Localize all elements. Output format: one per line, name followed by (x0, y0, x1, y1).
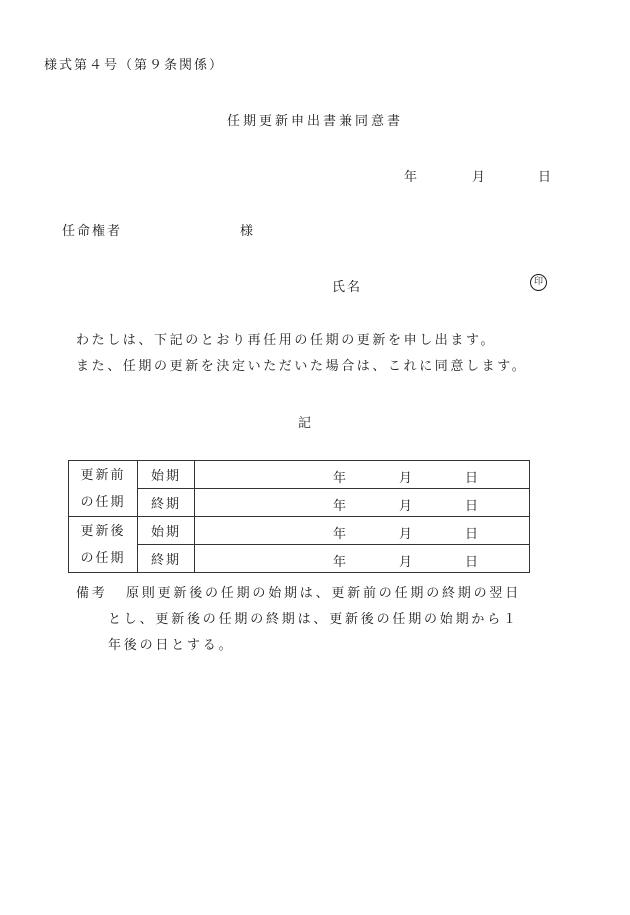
month-label: 月 (399, 555, 415, 570)
submission-date (404, 166, 574, 184)
table-row (69, 461, 530, 489)
table-row (69, 489, 530, 517)
group-label-bottom: の任期 (80, 550, 126, 566)
notes-line-1: 原則更新後の任期の始期は、更新前の任期の終期の翌日 (126, 586, 522, 601)
addressee-honorific: 様 (240, 224, 256, 239)
before-renewal-group (69, 461, 138, 517)
date-cell[interactable] (195, 489, 530, 517)
row-label: 始期 (138, 461, 195, 489)
date-cell[interactable] (195, 545, 530, 573)
group-label-top: 更新前 (80, 467, 126, 483)
year-label: 年 (333, 499, 349, 514)
date-year-label: 年 (404, 170, 420, 185)
applicant-name-label: 氏名 (332, 280, 363, 295)
group-label-top: 更新後 (80, 523, 126, 539)
notes-heading: 備考 (76, 586, 108, 601)
table-row (69, 517, 530, 545)
day-label: 日 (465, 527, 481, 542)
day-label: 日 (465, 555, 481, 570)
ki-heading: 記 (298, 416, 314, 431)
seal-mark: 印 (530, 274, 547, 291)
document-title: 任期更新申出書兼同意書 (226, 114, 403, 129)
month-label: 月 (399, 471, 415, 486)
year-label: 年 (333, 527, 349, 542)
date-month-label: 月 (472, 170, 488, 185)
date-cell[interactable] (195, 461, 530, 489)
request-statement: わたしは、下記のとおり再任用の任期の更新を申し出ます。 (76, 333, 497, 348)
year-label: 年 (333, 471, 349, 486)
date-cell[interactable] (195, 517, 530, 545)
month-label: 月 (399, 499, 415, 514)
day-label: 日 (465, 471, 481, 486)
row-label: 始期 (138, 517, 195, 545)
year-label: 年 (333, 555, 349, 570)
month-label: 月 (399, 527, 415, 542)
after-renewal-group (69, 517, 138, 573)
table-row (69, 545, 530, 573)
day-label: 日 (465, 499, 481, 514)
date-day-label: 日 (538, 170, 554, 185)
row-label: 終期 (138, 489, 195, 517)
consent-statement: また、任期の更新を決定いただいた場合は、これに同意します。 (76, 359, 528, 374)
row-label: 終期 (138, 545, 195, 573)
notes-line-3: 年後の日とする。 (108, 638, 235, 653)
term-table (68, 460, 530, 573)
notes-line-2: とし、更新後の任期の終期は、更新後の任期の始期から１ (108, 612, 519, 627)
form-number: 様式第４号（第９条関係） (44, 58, 225, 73)
group-label-bottom: の任期 (80, 494, 126, 510)
addressee-label: 任命権者 (62, 224, 123, 239)
